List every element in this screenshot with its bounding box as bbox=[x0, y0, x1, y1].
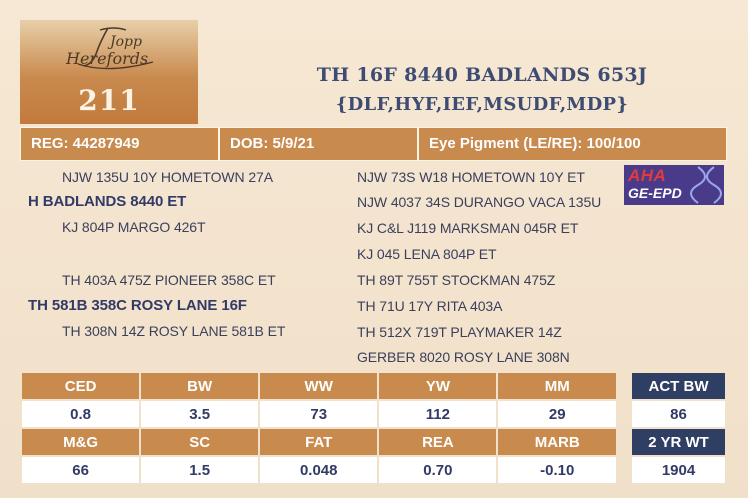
epd-value: 29 bbox=[498, 401, 616, 427]
act-bw-value: 86 bbox=[632, 401, 725, 427]
aha-badge-top: AHA bbox=[628, 166, 667, 185]
pedigree-dam-sire: TH 403A 475Z PIONEER 358C ET bbox=[62, 272, 276, 288]
aha-badge-bottom: GE-EPD bbox=[628, 185, 682, 201]
date-of-birth: DOB: 5/9/21 bbox=[220, 128, 419, 160]
info-bar bbox=[20, 127, 727, 161]
genetic-status: {DLF,HYF,IEF,MSUDF,MDP} bbox=[335, 94, 629, 115]
lot-number: 211 bbox=[78, 84, 140, 117]
epd-value: 73 bbox=[260, 401, 377, 427]
epd-header: MARB bbox=[498, 429, 616, 455]
epd-header: REA bbox=[379, 429, 496, 455]
epd-table bbox=[20, 371, 618, 485]
pedigree-ds-dam: TH 71U 17Y RITA 403A bbox=[357, 298, 503, 314]
actual-weights-table bbox=[630, 371, 727, 485]
pedigree-dd-sire: TH 512X 719T PLAYMAKER 14Z bbox=[357, 324, 562, 340]
pedigree-sire-sire: NJW 135U 10Y HOMETOWN 27A bbox=[62, 169, 273, 185]
pedigree-ds-sire: TH 89T 755T STOCKMAN 475Z bbox=[357, 272, 556, 288]
epd-value: 1.5 bbox=[141, 457, 258, 483]
two-yr-wt-value: 1904 bbox=[632, 457, 725, 483]
epd-header-row-1 bbox=[22, 373, 616, 399]
epd-value: -0.10 bbox=[498, 457, 616, 483]
epd-header: CED bbox=[22, 373, 139, 399]
epd-value-row-2 bbox=[22, 457, 616, 483]
eye-pigment: Eye Pigment (LE/RE): 100/100 bbox=[429, 135, 641, 152]
two-yr-wt-label: 2 YR WT bbox=[632, 429, 725, 455]
logo-line1: Jopp bbox=[110, 34, 142, 50]
epd-value: 0.048 bbox=[260, 457, 377, 483]
registration-number: REG: 44287949 bbox=[21, 128, 220, 160]
act-bw-label: ACT BW bbox=[632, 373, 725, 399]
epd-value: 112 bbox=[379, 401, 496, 427]
epd-header: MM bbox=[498, 373, 616, 399]
epd-header: FAT bbox=[260, 429, 377, 455]
epd-value-row-1 bbox=[22, 401, 616, 427]
epd-header: BW bbox=[141, 373, 258, 399]
epd-header: WW bbox=[260, 373, 377, 399]
logo-block bbox=[20, 20, 198, 124]
epd-value: 0.70 bbox=[379, 457, 496, 483]
epd-header: M&G bbox=[22, 429, 139, 455]
epd-value: 66 bbox=[22, 457, 139, 483]
aha-ge-epd-badge bbox=[624, 165, 724, 205]
epd-header-row-2 bbox=[22, 429, 616, 455]
jopp-herefords-logo bbox=[48, 24, 168, 82]
pedigree-sss-sire: NJW 73S W18 HOMETOWN 10Y ET bbox=[357, 169, 585, 185]
epd-value: 0.8 bbox=[22, 401, 139, 427]
pedigree-sd-sire: KJ C&L J119 MARKSMAN 045R ET bbox=[357, 220, 579, 236]
epd-header: YW bbox=[379, 373, 496, 399]
pedigree-sire-dam: KJ 804P MARGO 426T bbox=[62, 219, 206, 235]
pedigree-dd-dam: GERBER 8020 ROSY LANE 308N bbox=[357, 349, 570, 365]
pedigree-sd-dam: KJ 045 LENA 804P ET bbox=[357, 246, 497, 262]
logo-artwork bbox=[48, 24, 168, 82]
animal-name: TH 16F 8440 BADLANDS 653J bbox=[316, 64, 648, 86]
pedigree-dam: TH 581B 358C ROSY LANE 16F bbox=[28, 297, 247, 314]
pedigree-dam-dam: TH 308N 14Z ROSY LANE 581B ET bbox=[62, 323, 286, 339]
epd-value: 3.5 bbox=[141, 401, 258, 427]
logo-line2: Herefords bbox=[66, 49, 149, 68]
pedigree-sire: H BADLANDS 8440 ET bbox=[28, 193, 187, 210]
pedigree-sss-dam: NJW 4037 34S DURANGO VACA 135U bbox=[357, 194, 602, 210]
epd-header: SC bbox=[141, 429, 258, 455]
